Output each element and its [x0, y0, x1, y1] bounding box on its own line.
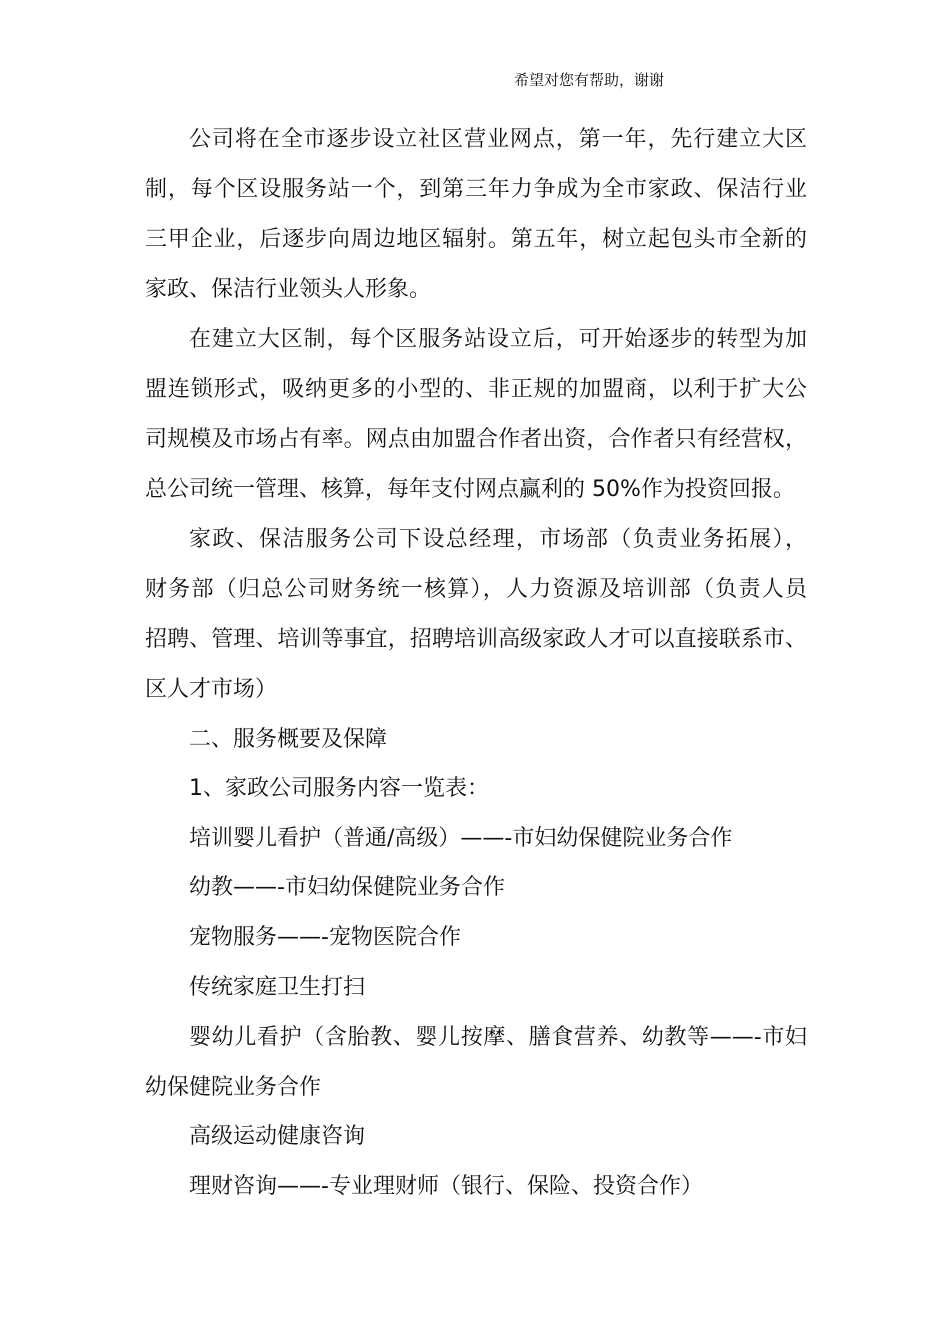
paragraph-line: 制，每个区设服务站一个，到第三年力争成为全市家政、保洁行业: [145, 177, 807, 202]
list-item: 婴幼儿看护（含胎教、婴儿按摩、膳食营养、幼教等——-市妇: [189, 1025, 807, 1050]
list-item-continuation: 幼保健院业务合作: [145, 1075, 322, 1100]
paragraph-line: 招聘、管理、培训等事宜，招聘培训高级家政人才可以直接联系市、: [145, 627, 807, 652]
paragraph-line: 区人才市场）: [145, 677, 278, 702]
paragraph-line: 司规模及市场占有率。网点由加盟合作者出资，合作者只有经营权，: [145, 427, 807, 452]
paragraph-line: 三甲企业，后逐步向周边地区辐射。第五年，树立起包头市全新的: [145, 227, 807, 252]
list-heading: 1、家政公司服务内容一览表：: [189, 776, 489, 801]
header-note: 希望对您有帮助，谢谢: [514, 71, 665, 89]
section-heading: 二、服务概要及保障: [189, 727, 388, 752]
list-item: 培训婴儿看护（普通/高级）——-市妇幼保健院业务合作: [189, 826, 733, 851]
paragraph-line: 公司将在全市逐步设立社区营业网点，第一年，先行建立大区: [189, 127, 807, 152]
paragraph-line: 盟连锁形式，吸纳更多的小型的、非正规的加盟商，以利于扩大公: [145, 377, 807, 402]
list-item: 幼教——-市妇幼保健院业务合作: [189, 875, 505, 900]
paragraph-line: 家政、保洁服务公司下设总经理，市场部（负责业务拓展），: [189, 527, 807, 552]
list-item: 理财咨询——-专业理财师（银行、保险、投资合作）: [189, 1174, 703, 1199]
list-item: 高级运动健康咨询: [189, 1124, 366, 1149]
list-item: 传统家庭卫生打扫: [189, 975, 366, 1000]
paragraph-line: 财务部（归总公司财务统一核算），人力资源及培训部（负责人员: [145, 577, 807, 602]
paragraph-line: 在建立大区制，每个区服务站设立后，可开始逐步的转型为加: [189, 327, 807, 352]
paragraph-line: 家政、保洁行业领头人形象。: [145, 277, 432, 302]
paragraph-line: 总公司统一管理、核算，每年支付网点赢利的 50%作为投资回报。: [145, 477, 795, 502]
list-item: 宠物服务——-宠物医院合作: [189, 925, 461, 950]
